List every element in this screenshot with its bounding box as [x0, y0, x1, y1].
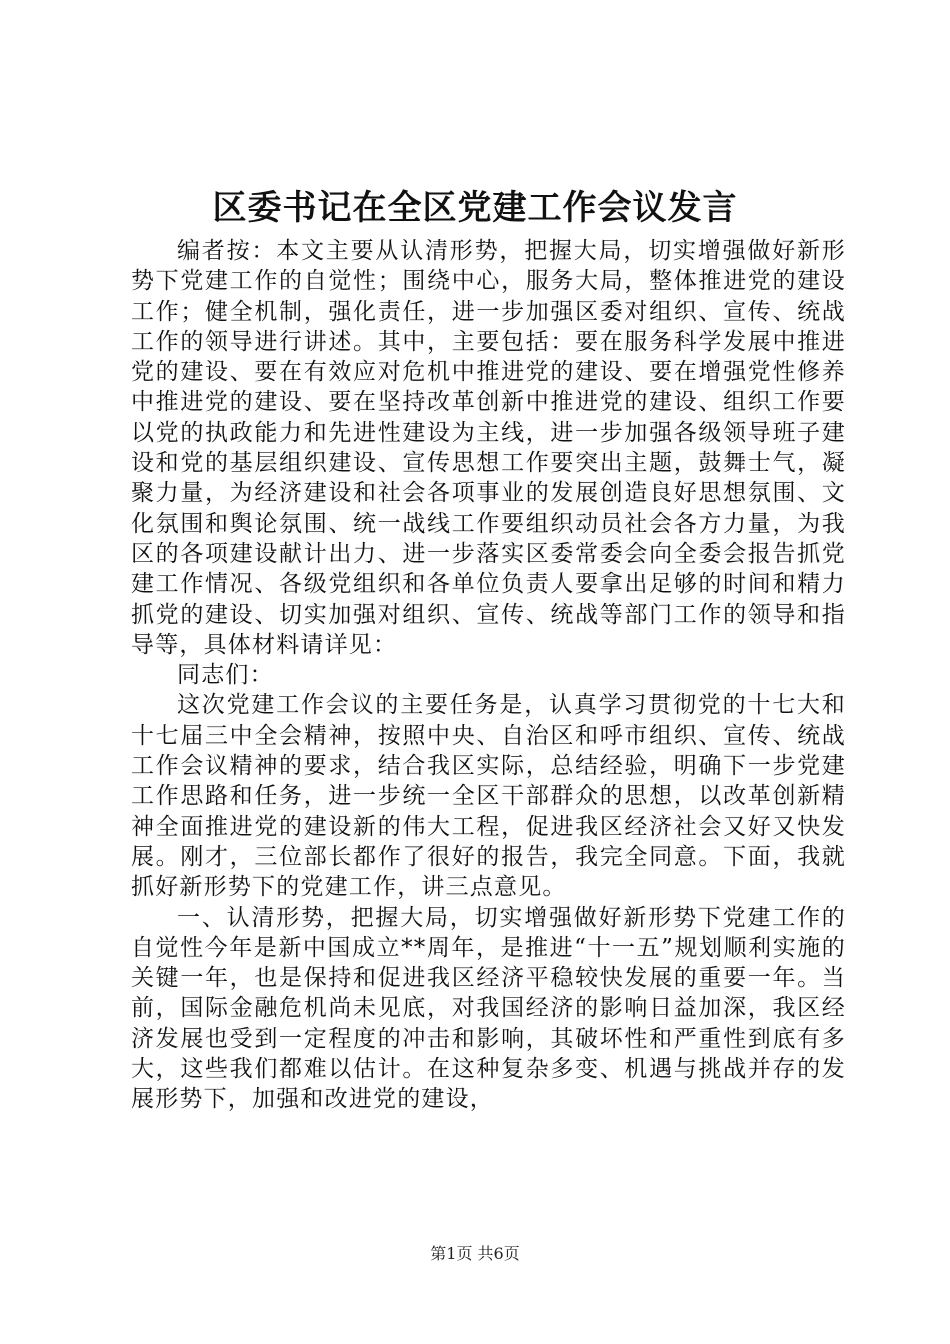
- editor-note-paragraph: 编者按：本文主要从认清形势，把握大局，切实增强做好新形势下党建工作的自觉性；围绕中心，服务大局，整体推进党的建设工作；健全机制，强化责任，进一步加强区委对组织、宣传、统战工作的领导进行讲述。其中，主要包括：要在服务科学发展中推进党的建设、要在有效应对危机中推进党的建设、要在增强党性修养中推进党的建设、要在坚持改革创新中推进党的建设、组织工作要以党的执政能力和先进性建设为主线，进一步加强各级领导班子建设和党的基层组织建设、宣传思想工作要突出主题，鼓舞士气，凝聚力量，为经济建设和社会各项事业的发展创造良好思想氛围、文化氛围和舆论氛围、统一战线工作要组织动员社会各方力量，为我区的各项建设献计出力、进一步落实区委常委会向全委会报告抓党建工作情况、各级党组织和各单位负责人要拿出足够的时间和精力抓党的建设、切实加强对组织、宣传、统战等部门工作的领导和指导等，具体材料请详见：: [131, 238, 846, 658]
- page-number-footer: 第1页 共6页: [430, 1244, 520, 1263]
- salutation-paragraph: 同志们：: [177, 662, 274, 689]
- section-one-paragraph: 一、认清形势，把握大局，切实增强做好新形势下党建工作的自觉性今年是新中国成立**周年，是推进“十一五”规划顺利实施的关键一年，也是保持和促进我区经济平稳较快发展的重要一年。当前，国际金融危机尚未见底，对我国经济的影响日益加深，我区经济发展也受到一定程度的冲击和影响，其破坏性和严重性到底有多大，这些我们都难以估计。在这种复杂多变、机遇与挑战并存的发展形势下，加强和改进党的建设，: [131, 904, 846, 1113]
- document-body: [131, 236, 846, 1115]
- meeting-task-paragraph: 这次党建工作会议的主要任务是，认真学习贯彻党的十七大和十七届三中全会精神，按照中央、自治区和呼市组织、宣传、统战工作会议精神的要求，结合我区实际，总结经验，明确下一步党建工作思路和任务，进一步统一全区干部群众的思想，以改革创新精神全面推进党的建设新的伟大工程，促进我区经济社会又好又快发展。刚才，三位部长都作了很好的报告，我完全同意。下面，我就抓好新形势下的党建工作，讲三点意见。: [131, 692, 846, 901]
- document-title: 区委书记在全区党建工作会议发言: [212, 188, 738, 228]
